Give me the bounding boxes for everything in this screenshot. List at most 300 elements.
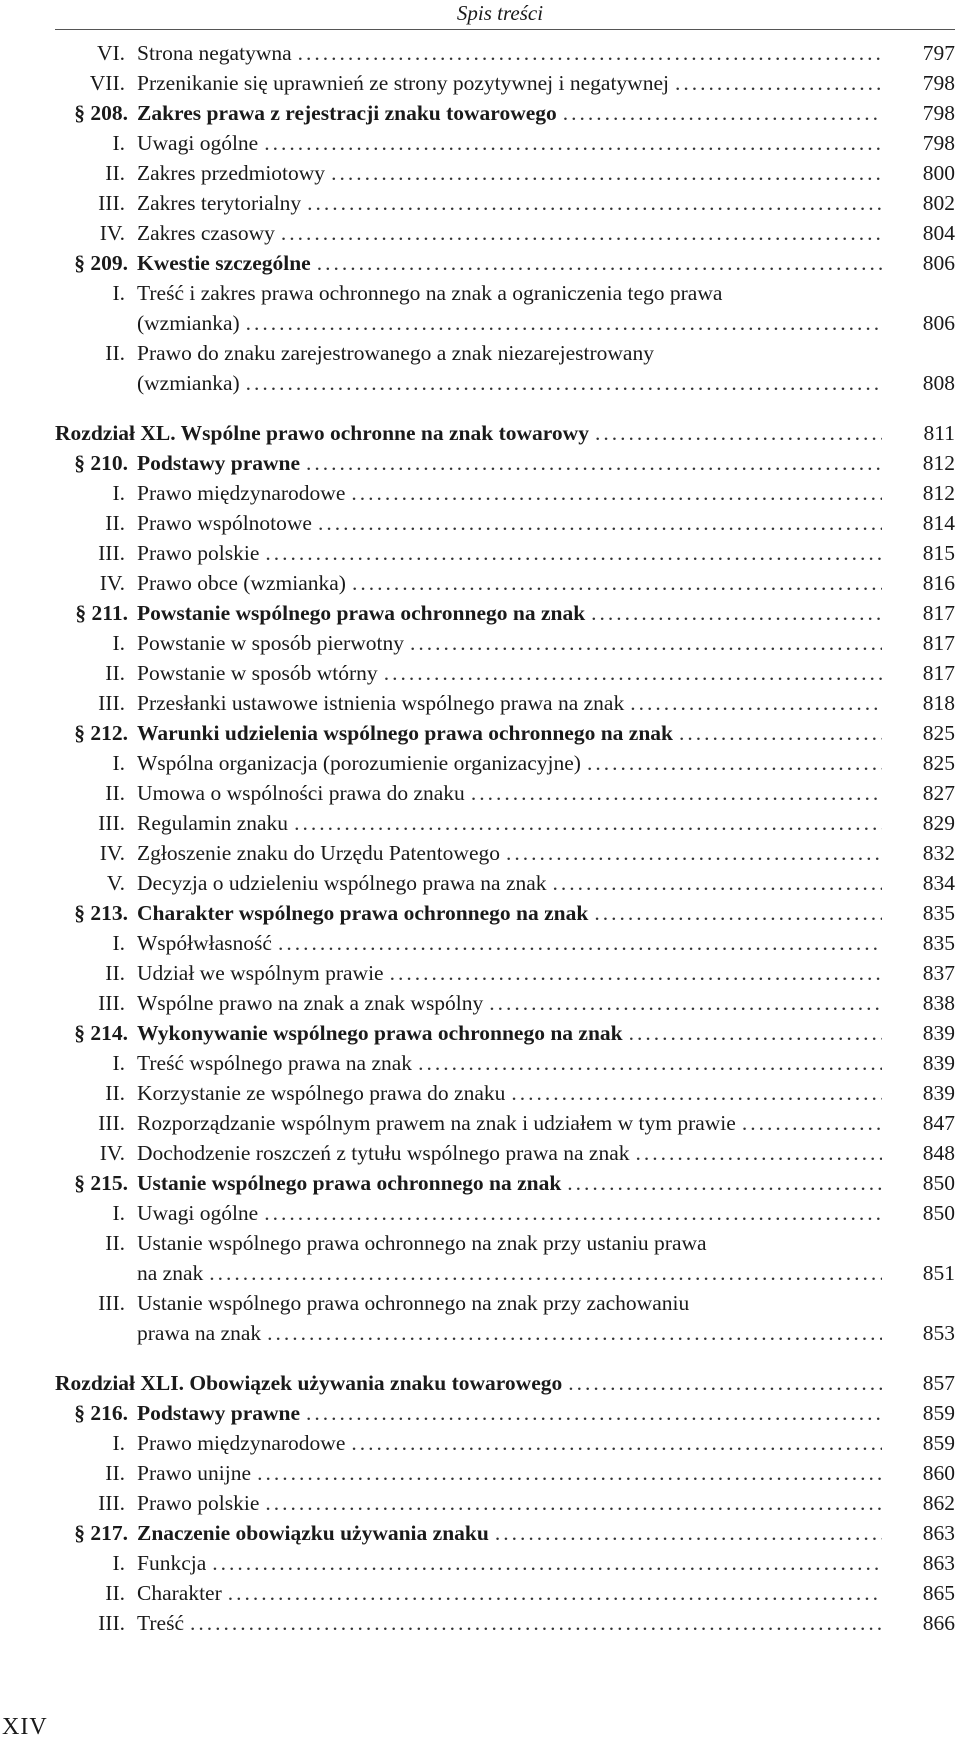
entry-number: III. bbox=[98, 1611, 125, 1635]
page-ref: 832 bbox=[922, 841, 955, 865]
entry-number: II. bbox=[105, 1461, 125, 1485]
subsection-row bbox=[0, 158, 960, 188]
entry-title: Podstawy prawne bbox=[137, 451, 301, 475]
entry-number: § 214. bbox=[74, 1021, 128, 1045]
dot-leader bbox=[384, 658, 882, 688]
page-ref: 838 bbox=[922, 991, 955, 1015]
entry bbox=[137, 868, 882, 898]
dot-leader bbox=[307, 188, 882, 218]
entry bbox=[137, 658, 882, 688]
subsection-row bbox=[0, 628, 960, 658]
entry-title: Powstanie w sposób wtórny bbox=[137, 661, 378, 685]
subsection-row bbox=[0, 478, 960, 508]
entry-title: Zakres prawa z rejestracji znaku towarowego bbox=[137, 101, 557, 125]
entry-title: Decyzja o udzieleniu wspólnego prawa na znak bbox=[137, 871, 547, 895]
page-ref: 835 bbox=[922, 931, 955, 955]
entry bbox=[137, 1288, 882, 1318]
entry-title: Zgłoszenie znaku do Urzędu Patentowego bbox=[137, 841, 500, 865]
entry-number: I. bbox=[112, 931, 125, 955]
page-ref: 829 bbox=[922, 811, 955, 835]
entry-title-continued: na znak bbox=[137, 1261, 204, 1285]
continuation-row bbox=[0, 1258, 960, 1288]
dot-leader bbox=[190, 1608, 882, 1638]
chapter-entry bbox=[55, 1368, 882, 1398]
entry-number: § 209. bbox=[74, 251, 128, 275]
entry-number: II. bbox=[105, 1581, 125, 1605]
entry-title: Podstawy prawne bbox=[137, 1401, 301, 1425]
entry-number: I. bbox=[112, 1431, 125, 1455]
page-ref: 863 bbox=[922, 1521, 955, 1545]
section-row bbox=[0, 1518, 960, 1548]
dot-leader bbox=[257, 1458, 882, 1488]
page-ref: 834 bbox=[922, 871, 955, 895]
entry-title: Treść i zakres prawa ochronnego na znak a ograniczenia tego prawa bbox=[137, 281, 723, 305]
page-number: XIV bbox=[2, 1714, 48, 1740]
page-ref: 811 bbox=[923, 421, 955, 445]
subsection-row bbox=[0, 278, 960, 308]
section-row bbox=[0, 1018, 960, 1048]
page-ref: 847 bbox=[922, 1111, 955, 1135]
entry bbox=[137, 838, 882, 868]
entry bbox=[137, 1018, 882, 1048]
subsection-row bbox=[0, 838, 960, 868]
entry-number: III. bbox=[98, 541, 125, 565]
entry-continuation bbox=[137, 1318, 882, 1348]
entry-number: V. bbox=[106, 871, 125, 895]
subsection-row bbox=[0, 1288, 960, 1318]
dot-leader bbox=[595, 418, 882, 448]
page-ref: 798 bbox=[922, 101, 955, 125]
dot-leader bbox=[294, 808, 882, 838]
entry bbox=[137, 688, 882, 718]
page-ref: 802 bbox=[922, 191, 955, 215]
subsection-row bbox=[0, 688, 960, 718]
continuation-row bbox=[0, 1318, 960, 1348]
entry-title: Charakter wspólnego prawa ochronnego na znak bbox=[137, 901, 589, 925]
entry-title: Kwestie szczególne bbox=[137, 251, 311, 275]
subsection-row bbox=[0, 338, 960, 368]
entry-title: Rozporządzanie wspólnym prawem na znak i udziałem w tym prawie bbox=[137, 1111, 736, 1135]
entry-title: Prawo międzynarodowe bbox=[137, 1431, 346, 1455]
page-ref: 839 bbox=[922, 1051, 955, 1075]
entry-title: Znaczenie obowiązku używania znaku bbox=[137, 1521, 489, 1545]
page-ref: 812 bbox=[922, 451, 955, 475]
entry bbox=[137, 1198, 882, 1228]
entry bbox=[137, 1578, 882, 1608]
entry-title: Prawo polskie bbox=[137, 1491, 260, 1515]
page-ref: 839 bbox=[922, 1081, 955, 1105]
subsection-row bbox=[0, 1048, 960, 1078]
entry-title: Treść bbox=[137, 1611, 184, 1635]
page-ref: 837 bbox=[922, 961, 955, 985]
subsection-row bbox=[0, 1078, 960, 1108]
entry-number: IV. bbox=[99, 221, 125, 245]
page-ref: 862 bbox=[922, 1491, 955, 1515]
entry-title: Ustanie wspólnego prawa ochronnego na znak przy ustaniu prawa bbox=[137, 1231, 707, 1255]
entry-number: III. bbox=[98, 191, 125, 215]
entry-number: § 212. bbox=[74, 721, 128, 745]
entry-number: § 211. bbox=[75, 601, 128, 625]
page-ref: 850 bbox=[922, 1201, 955, 1225]
page-ref: 816 bbox=[922, 571, 955, 595]
subsection-row bbox=[0, 1608, 960, 1638]
entry bbox=[137, 1428, 882, 1458]
entry bbox=[137, 448, 882, 478]
entry bbox=[137, 1228, 882, 1258]
section-row bbox=[0, 718, 960, 748]
page-ref: 865 bbox=[922, 1581, 955, 1605]
chapter-row bbox=[0, 418, 960, 448]
page-ref: 806 bbox=[922, 251, 955, 275]
dot-leader bbox=[317, 248, 882, 278]
entry-title: Warunki udzielenia wspólnego prawa ochronnego na znak bbox=[137, 721, 673, 745]
entry bbox=[137, 1458, 882, 1488]
dot-leader bbox=[351, 1428, 882, 1458]
subsection-row bbox=[0, 928, 960, 958]
dot-leader bbox=[630, 688, 882, 718]
page-ref: 817 bbox=[922, 601, 955, 625]
subsection-row bbox=[0, 1428, 960, 1458]
entry bbox=[137, 1078, 882, 1108]
entry-title: Przesłanki ustawowe istnienia wspólnego prawa na znak bbox=[137, 691, 625, 715]
section-row bbox=[0, 598, 960, 628]
entry bbox=[137, 1138, 882, 1168]
subsection-row bbox=[0, 218, 960, 248]
dot-leader bbox=[591, 598, 882, 628]
entry-title: Przenikanie się uprawnień ze strony pozytywnej i negatywnej bbox=[137, 71, 669, 95]
subsection-row bbox=[0, 1108, 960, 1138]
continuation-row bbox=[0, 368, 960, 398]
dot-leader bbox=[679, 718, 882, 748]
entry bbox=[137, 278, 882, 308]
subsection-row bbox=[0, 1488, 960, 1518]
entry bbox=[137, 1548, 882, 1578]
page-ref: 817 bbox=[922, 661, 955, 685]
entry bbox=[137, 38, 882, 68]
entry bbox=[137, 568, 882, 598]
dot-leader bbox=[246, 368, 882, 398]
entry-number: III. bbox=[98, 1491, 125, 1515]
dot-leader bbox=[563, 98, 882, 128]
chapter-entry bbox=[55, 418, 882, 448]
entry-number: II. bbox=[105, 161, 125, 185]
dot-leader bbox=[264, 128, 882, 158]
page-ref: 818 bbox=[922, 691, 955, 715]
dot-leader bbox=[410, 628, 882, 658]
entry bbox=[137, 128, 882, 158]
section-row bbox=[0, 898, 960, 928]
dot-leader bbox=[568, 1368, 882, 1398]
entry-title: Uwagi ogólne bbox=[137, 131, 259, 155]
header-rule bbox=[55, 29, 955, 30]
page-ref: 859 bbox=[922, 1431, 955, 1455]
page-ref: 812 bbox=[922, 481, 955, 505]
entry-title: Współwłasność bbox=[137, 931, 272, 955]
entry-title-continued: (wzmianka) bbox=[137, 311, 240, 335]
section-row bbox=[0, 98, 960, 128]
page-ref: 851 bbox=[922, 1261, 955, 1285]
dot-leader bbox=[587, 748, 882, 778]
dot-leader bbox=[246, 308, 882, 338]
page-ref: 850 bbox=[922, 1171, 955, 1195]
entry bbox=[137, 1488, 882, 1518]
subsection-row bbox=[0, 508, 960, 538]
entry-number: I. bbox=[112, 481, 125, 505]
entry-number: IV. bbox=[99, 841, 125, 865]
running-header bbox=[0, 0, 960, 28]
entry-number: VI. bbox=[96, 41, 125, 65]
page-ref: 866 bbox=[922, 1611, 955, 1635]
page-ref: 808 bbox=[922, 371, 955, 395]
entry-number: IV. bbox=[99, 1141, 125, 1165]
entry bbox=[137, 1168, 882, 1198]
dot-leader bbox=[278, 928, 882, 958]
page-ref: 814 bbox=[922, 511, 955, 535]
subsection-row bbox=[0, 748, 960, 778]
entry bbox=[137, 218, 882, 248]
entry bbox=[137, 248, 882, 278]
entry bbox=[137, 628, 882, 658]
entry-title: Zakres terytorialny bbox=[137, 191, 302, 215]
subsection-row bbox=[0, 1458, 960, 1488]
subsection-row bbox=[0, 1548, 960, 1578]
page-ref: 827 bbox=[922, 781, 955, 805]
page-ref: 860 bbox=[922, 1461, 955, 1485]
entry-title: Umowa o wspólności prawa do znaku bbox=[137, 781, 465, 805]
dot-leader bbox=[636, 1138, 882, 1168]
dot-leader bbox=[553, 868, 882, 898]
dot-leader bbox=[265, 1488, 882, 1518]
entry bbox=[137, 898, 882, 928]
page-ref: 806 bbox=[922, 311, 955, 335]
entry-title-continued: prawa na znak bbox=[137, 1321, 262, 1345]
entry-title: Uwagi ogólne bbox=[137, 1201, 259, 1225]
dot-leader bbox=[331, 158, 882, 188]
entry-continuation bbox=[137, 308, 882, 338]
entry-number: III. bbox=[98, 811, 125, 835]
entry-title: Powstanie w sposób pierwotny bbox=[137, 631, 404, 655]
dot-leader bbox=[209, 1258, 882, 1288]
entry-title: Zakres przedmiotowy bbox=[137, 161, 326, 185]
section-row bbox=[0, 448, 960, 478]
entry-title: Powstanie wspólnego prawa ochronnego na znak bbox=[137, 601, 586, 625]
entry-number: III. bbox=[98, 1111, 125, 1135]
entry-title: Ustanie wspólnego prawa ochronnego na znak bbox=[137, 1171, 562, 1195]
dot-leader bbox=[212, 1548, 882, 1578]
entry bbox=[137, 508, 882, 538]
entry-title: Regulamin znaku bbox=[137, 811, 289, 835]
entry-title: Zakres czasowy bbox=[137, 221, 275, 245]
subsection-row bbox=[0, 1228, 960, 1258]
entry-title: Prawo obce (wzmianka) bbox=[137, 571, 346, 595]
entry-continuation bbox=[137, 1258, 882, 1288]
entry bbox=[137, 748, 882, 778]
page-ref: 815 bbox=[922, 541, 955, 565]
entry-number: I. bbox=[112, 751, 125, 775]
entry bbox=[137, 718, 882, 748]
entry-number: III. bbox=[98, 691, 125, 715]
page-ref: 825 bbox=[922, 721, 955, 745]
entry-number: I. bbox=[112, 1551, 125, 1575]
entry bbox=[137, 68, 882, 98]
entry-title: Ustanie wspólnego prawa ochronnego na znak przy zachowaniu bbox=[137, 1291, 690, 1315]
dot-leader bbox=[567, 1168, 882, 1198]
entry-number: § 208. bbox=[74, 101, 128, 125]
entry-number: VII. bbox=[89, 71, 125, 95]
entry-title: Dochodzenie roszczeń z tytułu wspólnego prawa na znak bbox=[137, 1141, 630, 1165]
dot-leader bbox=[306, 448, 882, 478]
subsection-row bbox=[0, 868, 960, 898]
dot-leader bbox=[594, 898, 882, 928]
entry-title: Wykonywanie wspólnego prawa ochronnego na znak bbox=[137, 1021, 623, 1045]
subsection-row bbox=[0, 958, 960, 988]
page-ref: 800 bbox=[922, 161, 955, 185]
entry-number: II. bbox=[105, 1231, 125, 1255]
entry bbox=[137, 478, 882, 508]
page-ref: 798 bbox=[922, 131, 955, 155]
entry-title: Prawo do znaku zarejestrowanego a znak niezarejestrowany bbox=[137, 341, 654, 365]
entry bbox=[137, 1048, 882, 1078]
entry-number: I. bbox=[112, 1201, 125, 1225]
entry bbox=[137, 158, 882, 188]
dot-leader bbox=[264, 1198, 882, 1228]
entry-title: Prawo unijne bbox=[137, 1461, 252, 1485]
page-ref: 835 bbox=[922, 901, 955, 925]
entry bbox=[137, 98, 882, 128]
page-ref: 825 bbox=[922, 751, 955, 775]
page-ref: 848 bbox=[922, 1141, 955, 1165]
entry-title: Prawo międzynarodowe bbox=[137, 481, 346, 505]
page-ref: 839 bbox=[922, 1021, 955, 1045]
page-ref: 804 bbox=[922, 221, 955, 245]
dot-leader bbox=[228, 1578, 882, 1608]
running-header-title: Spis treści bbox=[456, 1, 544, 25]
entry bbox=[137, 1608, 882, 1638]
dot-leader bbox=[511, 1078, 882, 1108]
entry-number: § 215. bbox=[74, 1171, 128, 1195]
dot-leader bbox=[471, 778, 882, 808]
entry bbox=[137, 928, 882, 958]
entry-number: I. bbox=[112, 631, 125, 655]
entry-number: § 210. bbox=[74, 451, 128, 475]
dot-leader bbox=[298, 38, 882, 68]
subsection-row bbox=[0, 128, 960, 158]
subsection-row bbox=[0, 38, 960, 68]
entry bbox=[137, 778, 882, 808]
page-ref: 798 bbox=[922, 71, 955, 95]
entry bbox=[137, 188, 882, 218]
table-of-contents bbox=[0, 38, 960, 1638]
entry-number: I. bbox=[112, 281, 125, 305]
entry-title: Prawo wspólnotowe bbox=[137, 511, 312, 535]
entry-title: Funkcja bbox=[137, 1551, 207, 1575]
entry-number: III. bbox=[98, 991, 125, 1015]
entry-title: Prawo polskie bbox=[137, 541, 260, 565]
entry-number: II. bbox=[105, 511, 125, 535]
continuation-row bbox=[0, 308, 960, 338]
chapter-title: Rozdział XL. Wspólne prawo ochronne na znak towarowy bbox=[55, 421, 589, 445]
subsection-row bbox=[0, 808, 960, 838]
entry bbox=[137, 538, 882, 568]
subsection-row bbox=[0, 1198, 960, 1228]
dot-leader bbox=[267, 1318, 882, 1348]
subsection-row bbox=[0, 1578, 960, 1608]
entry-number: II. bbox=[105, 961, 125, 985]
entry bbox=[137, 338, 882, 368]
entry-number: III. bbox=[98, 1291, 125, 1315]
entry bbox=[137, 1108, 882, 1138]
entry-number: II. bbox=[105, 781, 125, 805]
entry-title: Charakter bbox=[137, 1581, 222, 1605]
dot-leader bbox=[281, 218, 882, 248]
dot-leader bbox=[351, 478, 882, 508]
entry-title: Udział we wspólnym prawie bbox=[137, 961, 384, 985]
entry-number: II. bbox=[105, 661, 125, 685]
entry-title: Wspólne prawo na znak a znak wspólny bbox=[137, 991, 484, 1015]
entry-number: IV. bbox=[99, 571, 125, 595]
subsection-row bbox=[0, 778, 960, 808]
dot-leader bbox=[675, 68, 882, 98]
dot-leader bbox=[390, 958, 882, 988]
entry-title: Wspólna organizacja (porozumienie organizacyjne) bbox=[137, 751, 581, 775]
chapter-title: Rozdział XLI. Obowiązek używania znaku towarowego bbox=[55, 1371, 563, 1395]
entry-title-continued: (wzmianka) bbox=[137, 371, 240, 395]
subsection-row bbox=[0, 658, 960, 688]
dot-leader bbox=[306, 1398, 882, 1428]
section-row bbox=[0, 1398, 960, 1428]
page-ref: 863 bbox=[922, 1551, 955, 1575]
dot-leader bbox=[352, 568, 882, 598]
page-ref: 853 bbox=[922, 1321, 955, 1345]
dot-leader bbox=[265, 538, 882, 568]
subsection-row bbox=[0, 538, 960, 568]
entry-title: Strona negatywna bbox=[137, 41, 292, 65]
entry-number: II. bbox=[105, 341, 125, 365]
page-ref: 857 bbox=[922, 1371, 955, 1395]
dot-leader bbox=[495, 1518, 882, 1548]
entry-number: § 217. bbox=[74, 1521, 128, 1545]
entry-number: § 216. bbox=[74, 1401, 128, 1425]
dot-leader bbox=[742, 1108, 882, 1138]
entry bbox=[137, 1518, 882, 1548]
dot-leader bbox=[506, 838, 882, 868]
chapter-row bbox=[0, 1368, 960, 1398]
dot-leader bbox=[418, 1048, 882, 1078]
section-row bbox=[0, 1168, 960, 1198]
entry-number: II. bbox=[105, 1081, 125, 1105]
section-row bbox=[0, 248, 960, 278]
subsection-row bbox=[0, 1138, 960, 1168]
entry bbox=[137, 808, 882, 838]
page-ref: 817 bbox=[922, 631, 955, 655]
entry bbox=[137, 1398, 882, 1428]
dot-leader bbox=[629, 1018, 882, 1048]
entry-number: § 213. bbox=[74, 901, 128, 925]
entry bbox=[137, 598, 882, 628]
subsection-row bbox=[0, 188, 960, 218]
subsection-row bbox=[0, 68, 960, 98]
dot-leader bbox=[318, 508, 882, 538]
entry-title: Treść wspólnego prawa na znak bbox=[137, 1051, 413, 1075]
page-ref: 859 bbox=[922, 1401, 955, 1425]
entry-number: I. bbox=[112, 131, 125, 155]
dot-leader bbox=[489, 988, 882, 1018]
entry bbox=[137, 988, 882, 1018]
entry-number: I. bbox=[112, 1051, 125, 1075]
page-ref: 797 bbox=[922, 41, 955, 65]
entry-continuation bbox=[137, 368, 882, 398]
entry bbox=[137, 958, 882, 988]
